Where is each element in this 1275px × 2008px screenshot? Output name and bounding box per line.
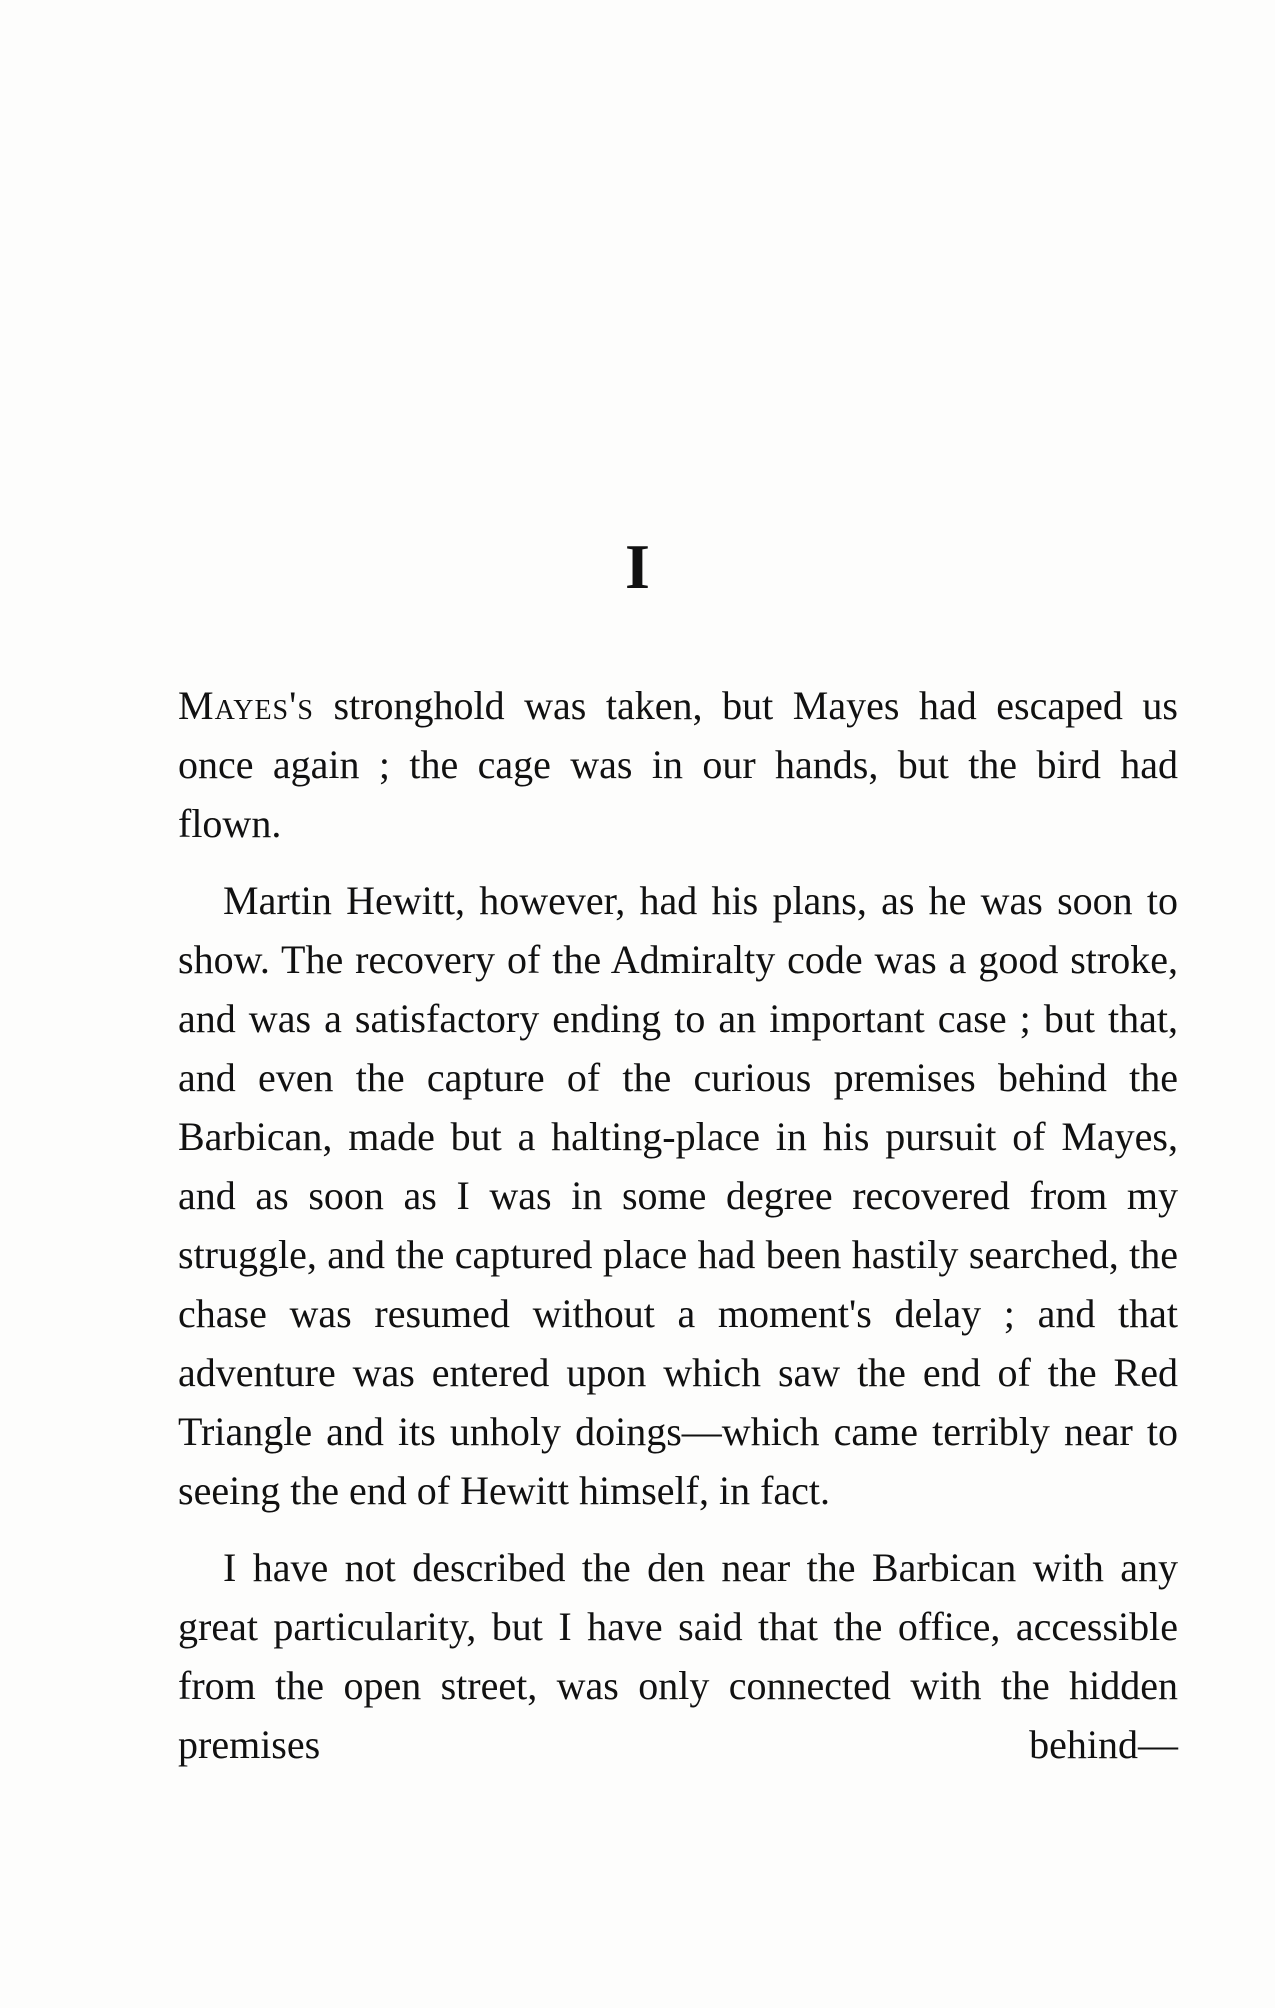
- paragraph-1: [178, 676, 1178, 853]
- paragraph-2: [178, 871, 1178, 1520]
- paragraph-1-text: stronghold was taken, but Mayes had escaped us once again ; the cage was in our hands, but the bird had flown.: [178, 683, 1178, 846]
- paragraph-2-text: Martin Hewitt, however, had his plans, as he was soon to show. The recovery of the Admiralty code was a good stroke, and was a satisfactory ending to an important case ; but that, and even the capture of the curious premises behind the Barbican, made but a halting-place in his pursuit of Mayes, and as soon as I was in some degree recovered from my struggle, and the captured place had been hastily searched, the chase was resumed without a moment's delay ; and that adventure was entered upon which saw the end of the Red Triangle and its unholy doings—which came terribly near to seeing the end of Hewitt himself, in fact.: [178, 878, 1178, 1513]
- paragraph-3: [178, 1538, 1178, 1774]
- paragraph-3-text: I have not described the den near the Barbican with any great particularity, but I have said that the office, accessible from the open street, was only connected with the hidden premises behind—: [178, 1545, 1178, 1767]
- body-text: [178, 676, 1178, 1792]
- opening-smallcaps-word: Mayes's: [178, 683, 314, 728]
- chapter-numeral: I: [625, 531, 650, 602]
